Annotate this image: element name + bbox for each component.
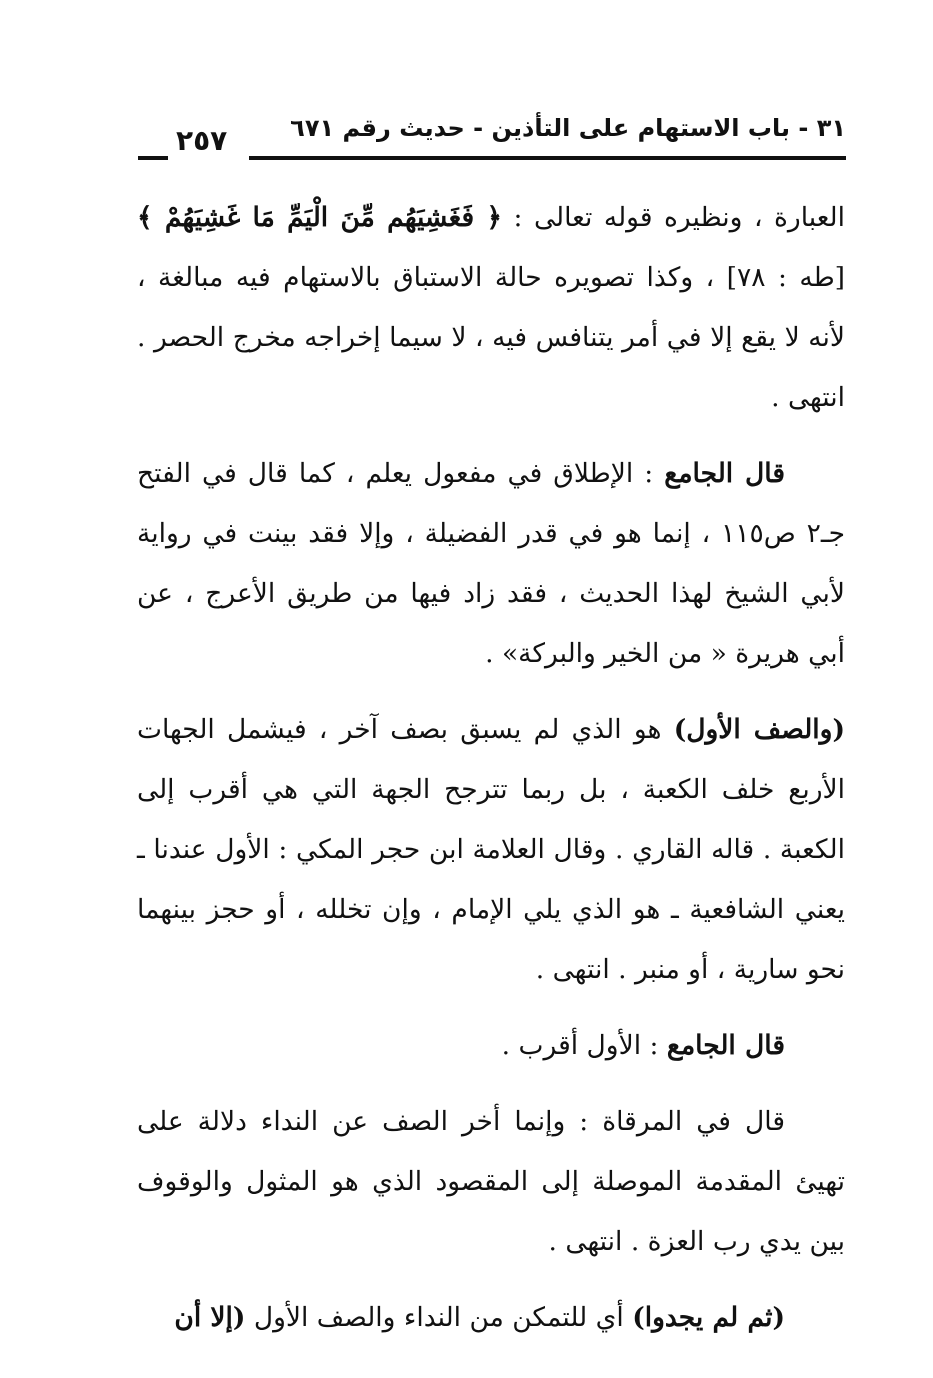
header-rule-short [138, 156, 168, 160]
page-number: ٢٥٧ [176, 124, 228, 157]
text-run: هو الذي لم يسبق بصف آخر ، فيشمل الجهات الأربع خلف الكعبة ، بل ربما تترجح الجهة التي هي أقرب إلى الكعبة . قاله القاري . وقال العلامة ابن حجر المكي : الأول عندنا ـ يعني الشافعية ـ هو الذي يلي الإمام ، وإن تخلله ، أو حجز بينهما نحو سارية ، أو منبر . انتهى . [137, 714, 845, 985]
header-rule [249, 156, 846, 160]
text-run: قال في المرقاة : وإنما أخر الصف عن النداء دلالة على تهيئ المقدمة الموصلة إلى المقصود الذي هو المثول والوقوف بين يدي رب العزة . انتهى . [137, 1106, 845, 1257]
paragraph [137, 1288, 845, 1348]
paragraph [137, 444, 845, 684]
bold-text-run: قال الجامع [666, 1030, 785, 1061]
text-run: [طه : ٧٨] ، وكذا تصويره حالة الاستباق بالاستهام فيه مبالغة ، لأنه لا يقع إلا في أمر يتنافس فيه ، لا سيما إخراجه مخرج الحصر . انتهى . [137, 262, 845, 413]
paragraph [137, 1092, 845, 1272]
paragraph [137, 700, 845, 1000]
paragraph [137, 1016, 845, 1076]
text-run: العبارة ، ونظيره قوله تعالى : [501, 202, 845, 233]
page-body [137, 188, 845, 1364]
page-header [138, 100, 846, 170]
bold-text-run: (ثم لم يجدوا) [632, 1302, 785, 1333]
bold-text-run: ﴿ فَغَشِيَهُم مِّنَ الْيَمِّ مَا غَشِيَهُمْ ﴾ [137, 202, 502, 233]
text-run: أي للتمكن من النداء والصف الأول [245, 1302, 633, 1333]
bold-text-run: قال الجامع [664, 458, 786, 489]
bold-text-run: (إلا أن [174, 1302, 246, 1333]
text-run: : الإطلاق في مفعول يعلم ، كما قال في الفتح جـ٢ ص١١٥ ، إنما هو في قدر الفضيلة ، وإلا فقد بينت في رواية لأبي الشيخ لهذا الحديث ، فقد زاد فيها من طريق الأعرج ، عن أبي هريرة « من الخير والبركة» . [137, 458, 846, 669]
paragraph [137, 188, 845, 428]
running-title: ٣١ - باب الاستهام على التأذين - حديث رقم ٦٧١ [290, 114, 846, 142]
text-run: : الأول أقرب . [501, 1030, 667, 1061]
bold-text-run: (والصف الأول) [673, 714, 845, 745]
